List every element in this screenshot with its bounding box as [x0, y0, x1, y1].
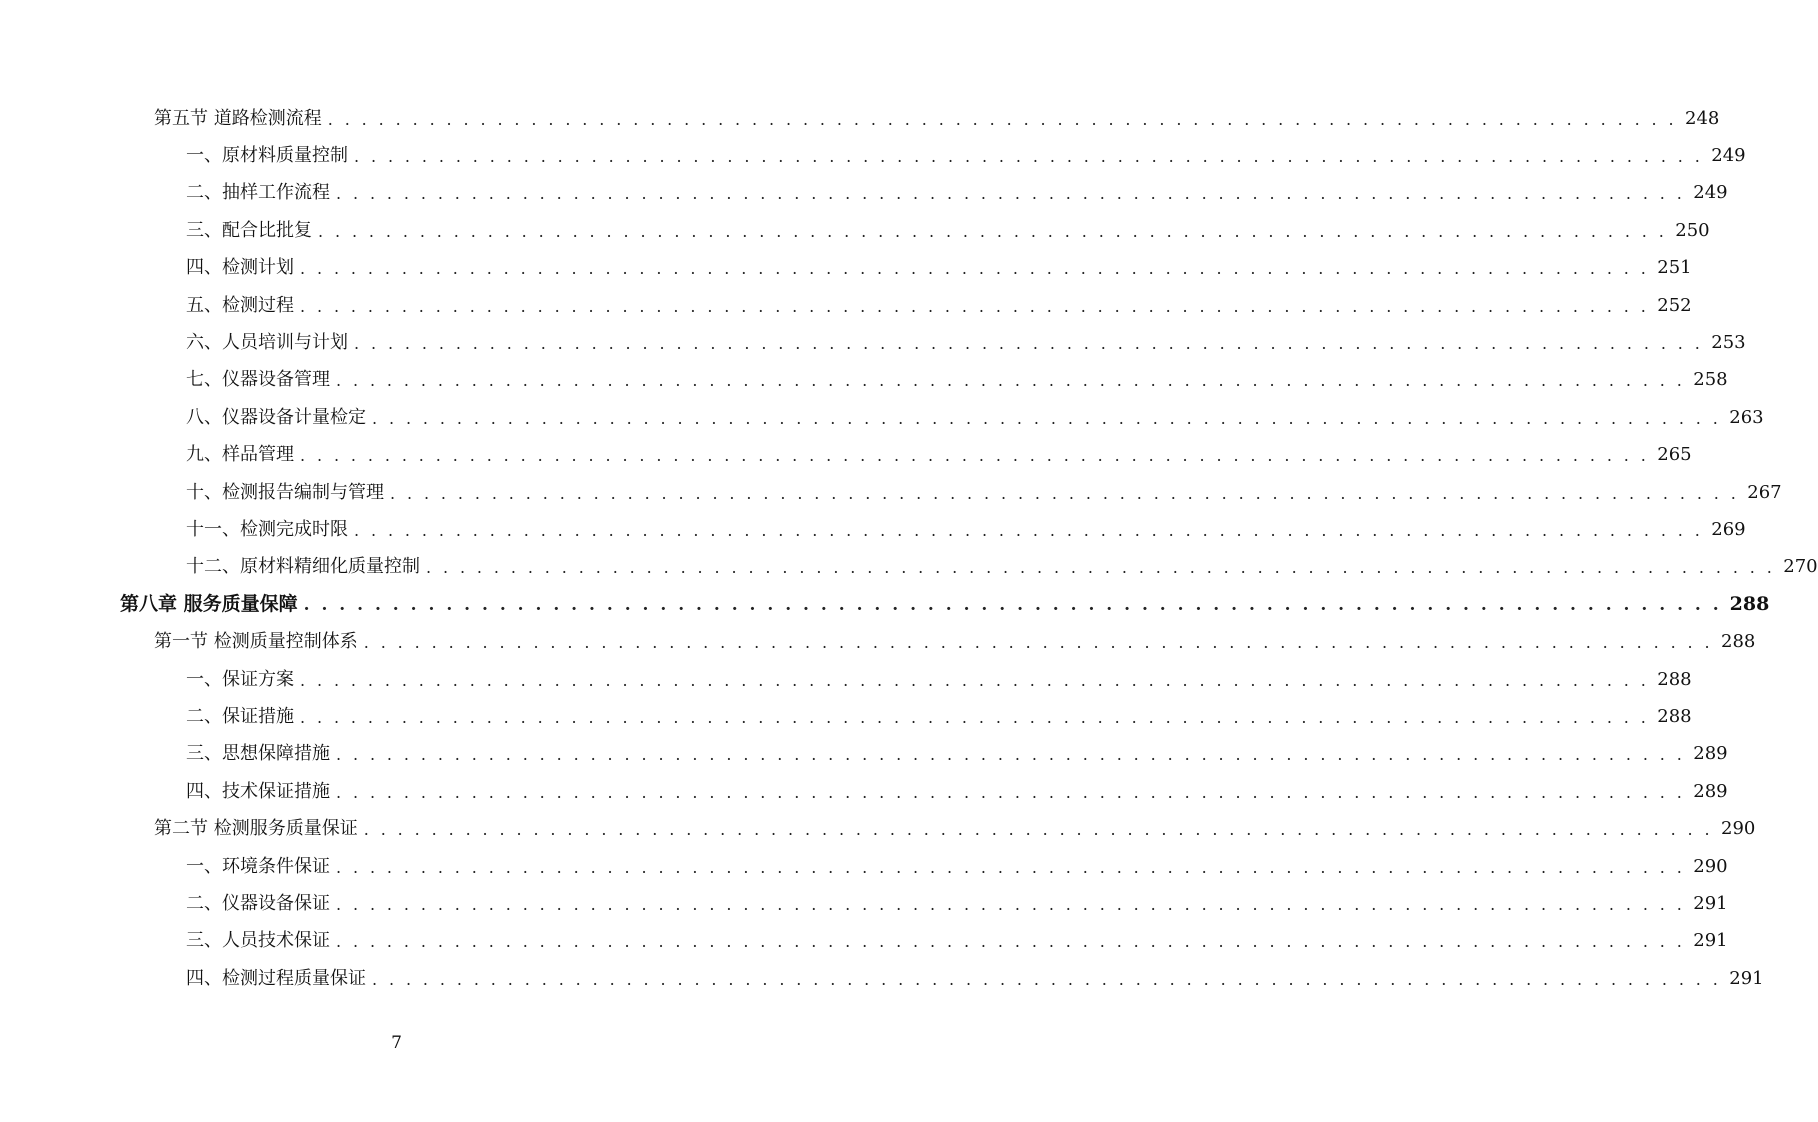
toc-entry-page: 252 — [1657, 294, 1692, 316]
toc-item-entry[interactable] — [0, 661, 1692, 698]
toc-entry-title: 四、技术保证措施 — [186, 780, 330, 802]
dot-leader: . . . . . . . . . . . . . . . . . . . . . . . . . . . . . . . . . . . . . . . . . . . . . . . . . . . . . . . . . . . . . . . . . . . . . . . . . . . . . . . . — [336, 371, 1686, 391]
dot-leader: . . . . . . . . . . . . . . . . . . . . . . . . . . . . . . . . . . . . . . . . . . . . . . . . . . . . . . . . . . . . . . . . . . . . . . . . . . . . . . . . — [303, 595, 1722, 616]
toc-entry-page: 270 — [1783, 556, 1818, 578]
toc-entry-title: 九、样品管理 — [186, 444, 294, 466]
toc-item-entry[interactable] — [0, 698, 1692, 735]
toc-entry-title: 三、思想保障措施 — [186, 743, 330, 765]
dot-leader: . . . . . . . . . . . . . . . . . . . . . . . . . . . . . . . . . . . . . . . . . . . . . . . . . . . . . . . . . . . . . . . . . . . . . . . . . . . . . . . . — [354, 520, 1704, 540]
toc-item-entry[interactable] — [0, 399, 1764, 436]
toc-entry-page: 288 — [1721, 631, 1756, 653]
dot-leader: . . . . . . . . . . . . . . . . . . . . . . . . . . . . . . . . . . . . . . . . . . . . . . . . . . . . . . . . . . . . . . . . . . . . . . . . . . . . . . . . — [300, 296, 1650, 316]
toc-entry-page: 269 — [1711, 518, 1746, 540]
toc-entry-page: 291 — [1729, 967, 1764, 989]
dot-leader: . . . . . . . . . . . . . . . . . . . . . . . . . . . . . . . . . . . . . . . . . . . . . . . . . . . . . . . . . . . . . . . . . . . . . . . . . . . . . . . . — [336, 745, 1686, 765]
toc-entry-title: 七、仪器设备管理 — [186, 369, 330, 391]
toc-entry-title: 第八章 服务质量保障 — [120, 593, 298, 616]
toc-chapter-entry[interactable] — [0, 586, 1770, 623]
toc-entry-title: 十一、检测完成时限 — [186, 518, 348, 540]
toc-entry-title: 二、保证措施 — [186, 705, 294, 727]
toc-entry-page: 267 — [1747, 481, 1782, 503]
dot-leader: . . . . . . . . . . . . . . . . . . . . . . . . . . . . . . . . . . . . . . . . . . . . . . . . . . . . . . . . . . . . . . . . . . . . . . . . . . . . . . . . — [363, 633, 1713, 653]
dot-leader: . . . . . . . . . . . . . . . . . . . . . . . . . . . . . . . . . . . . . . . . . . . . . . . . . . . . . . . . . . . . . . . . . . . . . . . . . . . . . . . . — [300, 707, 1650, 727]
toc-entry-title: 四、检测过程质量保证 — [186, 967, 366, 989]
dot-leader: . . . . . . . . . . . . . . . . . . . . . . . . . . . . . . . . . . . . . . . . . . . . . . . . . . . . . . . . . . . . . . . . . . . . . . . . . . . . . . . . — [318, 221, 1668, 241]
toc-item-entry[interactable] — [0, 175, 1728, 212]
dot-leader: . . . . . . . . . . . . . . . . . . . . . . . . . . . . . . . . . . . . . . . . . . . . . . . . . . . . . . . . . . . . . . . . . . . . . . . . . . . . . . . . — [336, 184, 1686, 204]
toc-entry-title: 第二节 检测服务质量保证 — [154, 818, 358, 840]
toc-item-entry[interactable] — [0, 960, 1764, 997]
table-of-contents — [0, 100, 1818, 997]
dot-leader: . . . . . . . . . . . . . . . . . . . . . . . . . . . . . . . . . . . . . . . . . . . . . . . . . . . . . . . . . . . . . . . . . . . . . . . . . . . . . . . . — [426, 558, 1776, 578]
toc-entry-page: 253 — [1711, 332, 1746, 354]
toc-entry-page: 289 — [1693, 780, 1728, 802]
toc-entry-page: 265 — [1657, 444, 1692, 466]
dot-leader: . . . . . . . . . . . . . . . . . . . . . . . . . . . . . . . . . . . . . . . . . . . . . . . . . . . . . . . . . . . . . . . . . . . . . . . . . . . . . . . . — [390, 483, 1740, 503]
dot-leader: . . . . . . . . . . . . . . . . . . . . . . . . . . . . . . . . . . . . . . . . . . . . . . . . . . . . . . . . . . . . . . . . . . . . . . . . . . . . . . . . — [336, 932, 1686, 952]
toc-section-entry[interactable] — [0, 623, 1756, 660]
toc-entry-title: 一、原材料质量控制 — [186, 145, 348, 167]
toc-entry-page: 291 — [1693, 892, 1728, 914]
toc-section-entry[interactable] — [0, 100, 1720, 137]
toc-entry-page: 263 — [1729, 406, 1764, 428]
toc-item-entry[interactable] — [0, 923, 1728, 960]
toc-entry-page: 288 — [1729, 593, 1770, 616]
page-number: 7 — [391, 1033, 402, 1053]
toc-entry-title: 三、人员技术保证 — [186, 930, 330, 952]
dot-leader: . . . . . . . . . . . . . . . . . . . . . . . . . . . . . . . . . . . . . . . . . . . . . . . . . . . . . . . . . . . . . . . . . . . . . . . . . . . . . . . . — [336, 857, 1686, 877]
toc-item-entry[interactable] — [0, 362, 1728, 399]
toc-entry-title: 十二、原材料精细化质量控制 — [186, 556, 420, 578]
toc-entry-page: 249 — [1693, 182, 1728, 204]
toc-item-entry[interactable] — [0, 885, 1728, 922]
toc-item-entry[interactable] — [0, 250, 1692, 287]
toc-entry-page: 249 — [1711, 145, 1746, 167]
toc-item-entry[interactable] — [0, 212, 1710, 249]
toc-entry-title: 五、检测过程 — [186, 294, 294, 316]
dot-leader: . . . . . . . . . . . . . . . . . . . . . . . . . . . . . . . . . . . . . . . . . . . . . . . . . . . . . . . . . . . . . . . . . . . . . . . . . . . . . . . . — [372, 969, 1722, 989]
dot-leader: . . . . . . . . . . . . . . . . . . . . . . . . . . . . . . . . . . . . . . . . . . . . . . . . . . . . . . . . . . . . . . . . . . . . . . . . . . . . . . . . — [300, 446, 1650, 466]
toc-item-entry[interactable] — [0, 324, 1746, 361]
toc-item-entry[interactable] — [0, 474, 1782, 511]
toc-entry-page: 251 — [1657, 257, 1692, 279]
dot-leader: . . . . . . . . . . . . . . . . . . . . . . . . . . . . . . . . . . . . . . . . . . . . . . . . . . . . . . . . . . . . . . . . . . . . . . . . . . . . . . . . — [336, 782, 1686, 802]
toc-item-entry[interactable] — [0, 549, 1818, 586]
toc-entry-title: 第五节 道路检测流程 — [154, 107, 322, 129]
toc-entry-page: 291 — [1693, 930, 1728, 952]
toc-entry-title: 三、配合比批复 — [186, 219, 312, 241]
toc-entry-title: 四、检测计划 — [186, 257, 294, 279]
toc-entry-title: 二、仪器设备保证 — [186, 892, 330, 914]
dot-leader: . . . . . . . . . . . . . . . . . . . . . . . . . . . . . . . . . . . . . . . . . . . . . . . . . . . . . . . . . . . . . . . . . . . . . . . . . . . . . . . . — [300, 670, 1650, 690]
toc-entry-page: 258 — [1693, 369, 1728, 391]
dot-leader: . . . . . . . . . . . . . . . . . . . . . . . . . . . . . . . . . . . . . . . . . . . . . . . . . . . . . . . . . . . . . . . . . . . . . . . . . . . . . . . . — [300, 259, 1650, 279]
toc-entry-page: 290 — [1721, 818, 1756, 840]
toc-entry-page: 250 — [1675, 219, 1710, 241]
dot-leader: . . . . . . . . . . . . . . . . . . . . . . . . . . . . . . . . . . . . . . . . . . . . . . . . . . . . . . . . . . . . . . . . . . . . . . . . . . . . . . . . — [354, 147, 1704, 167]
toc-entry-page: 290 — [1693, 855, 1728, 877]
dot-leader: . . . . . . . . . . . . . . . . . . . . . . . . . . . . . . . . . . . . . . . . . . . . . . . . . . . . . . . . . . . . . . . . . . . . . . . . . . . . . . . . — [327, 109, 1677, 129]
toc-item-entry[interactable] — [0, 511, 1746, 548]
toc-entry-title: 八、仪器设备计量检定 — [186, 406, 366, 428]
toc-entry-title: 一、保证方案 — [186, 668, 294, 690]
toc-item-entry[interactable] — [0, 736, 1728, 773]
toc-item-entry[interactable] — [0, 137, 1746, 174]
toc-section-entry[interactable] — [0, 810, 1756, 847]
toc-entry-title: 十、检测报告编制与管理 — [186, 481, 384, 503]
dot-leader: . . . . . . . . . . . . . . . . . . . . . . . . . . . . . . . . . . . . . . . . . . . . . . . . . . . . . . . . . . . . . . . . . . . . . . . . . . . . . . . . — [363, 820, 1713, 840]
toc-entry-title: 六、人员培训与计划 — [186, 332, 348, 354]
toc-item-entry[interactable] — [0, 287, 1692, 324]
toc-entry-title: 二、抽样工作流程 — [186, 182, 330, 204]
toc-item-entry[interactable] — [0, 773, 1728, 810]
dot-leader: . . . . . . . . . . . . . . . . . . . . . . . . . . . . . . . . . . . . . . . . . . . . . . . . . . . . . . . . . . . . . . . . . . . . . . . . . . . . . . . . — [336, 894, 1686, 914]
toc-entry-page: 248 — [1685, 107, 1720, 129]
toc-entry-title: 一、环境条件保证 — [186, 855, 330, 877]
dot-leader: . . . . . . . . . . . . . . . . . . . . . . . . . . . . . . . . . . . . . . . . . . . . . . . . . . . . . . . . . . . . . . . . . . . . . . . . . . . . . . . . — [354, 334, 1704, 354]
dot-leader: . . . . . . . . . . . . . . . . . . . . . . . . . . . . . . . . . . . . . . . . . . . . . . . . . . . . . . . . . . . . . . . . . . . . . . . . . . . . . . . . — [372, 408, 1722, 428]
toc-entry-page: 288 — [1657, 668, 1692, 690]
toc-entry-page: 288 — [1657, 705, 1692, 727]
toc-entry-page: 289 — [1693, 743, 1728, 765]
toc-item-entry[interactable] — [0, 437, 1692, 474]
toc-item-entry[interactable] — [0, 848, 1728, 885]
toc-entry-title: 第一节 检测质量控制体系 — [154, 631, 358, 653]
